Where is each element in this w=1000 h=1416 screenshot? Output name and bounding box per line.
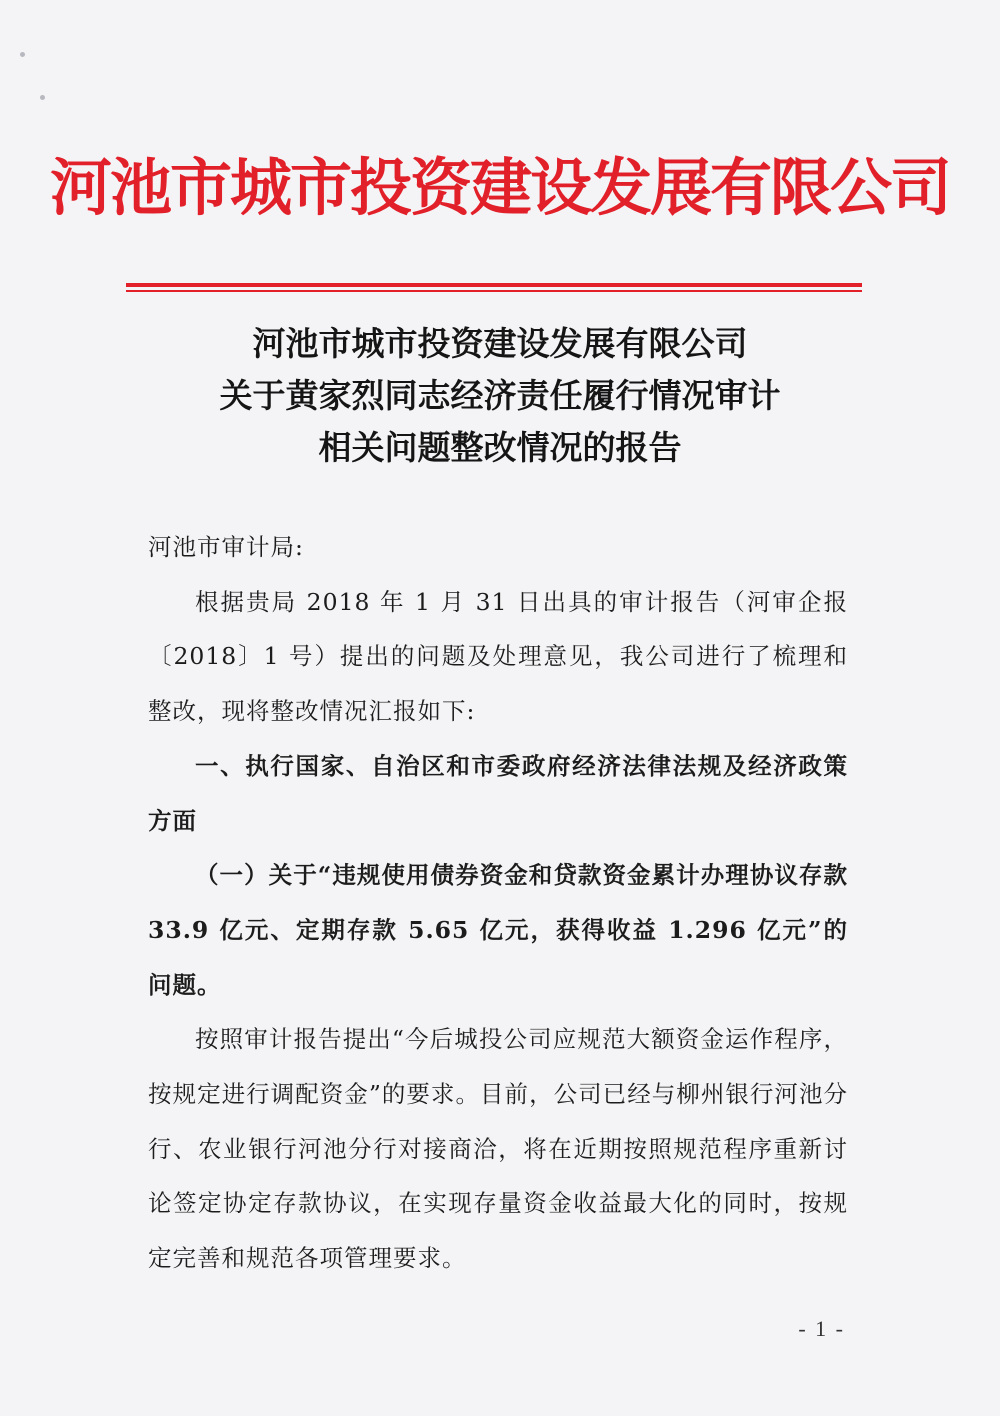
scan-speck (40, 95, 45, 100)
scan-speck (20, 52, 25, 57)
item-heading: （一）关于“违规使用债券资金和贷款资金累计办理协议存款 33.9 亿元、定期存款 5.65 亿元，获得收益 1.296 亿元”的问题。 (148, 861, 848, 999)
document-body (148, 520, 848, 1286)
letterhead-rule-thick (126, 283, 862, 287)
salutation: 河池市审计局: (148, 533, 304, 561)
section-heading: 一、执行国家、自治区和市委政府经济法律法规及经济政策方面 (148, 751, 848, 835)
page-number: - 1 - (798, 1316, 845, 1341)
letterhead-rule-thin (126, 290, 862, 292)
letterhead-org-name: 河池市城市投资建设发展有限公司 (49, 151, 950, 224)
title-line-1: 河池市城市投资建设发展有限公司 (252, 324, 748, 363)
body-paragraph: 按照审计报告提出“今后城投公司应规范大额资金运作程序，按规定进行调配资金”的要求。目前，公司已经与柳州银行河池分行、农业银行河池分行对接商洽，将在近期按照规范程序重新讨论签定协定存款协议，在实现存量资金收益最大化的同时，按规定完善和规范各项管理要求。 (148, 1025, 848, 1273)
document-title (0, 318, 1000, 474)
intro-paragraph: 根据贵局 2018 年 1 月 31 日出具的审计报告（河审企报〔2018〕1 号）提出的问题及处理意见，我公司进行了梳理和整改，现将整改情况汇报如下: (148, 587, 848, 726)
title-line-2: 关于黄家烈同志经济责任履行情况审计 (219, 376, 781, 415)
title-line-3: 相关问题整改情况的报告 (318, 428, 682, 467)
